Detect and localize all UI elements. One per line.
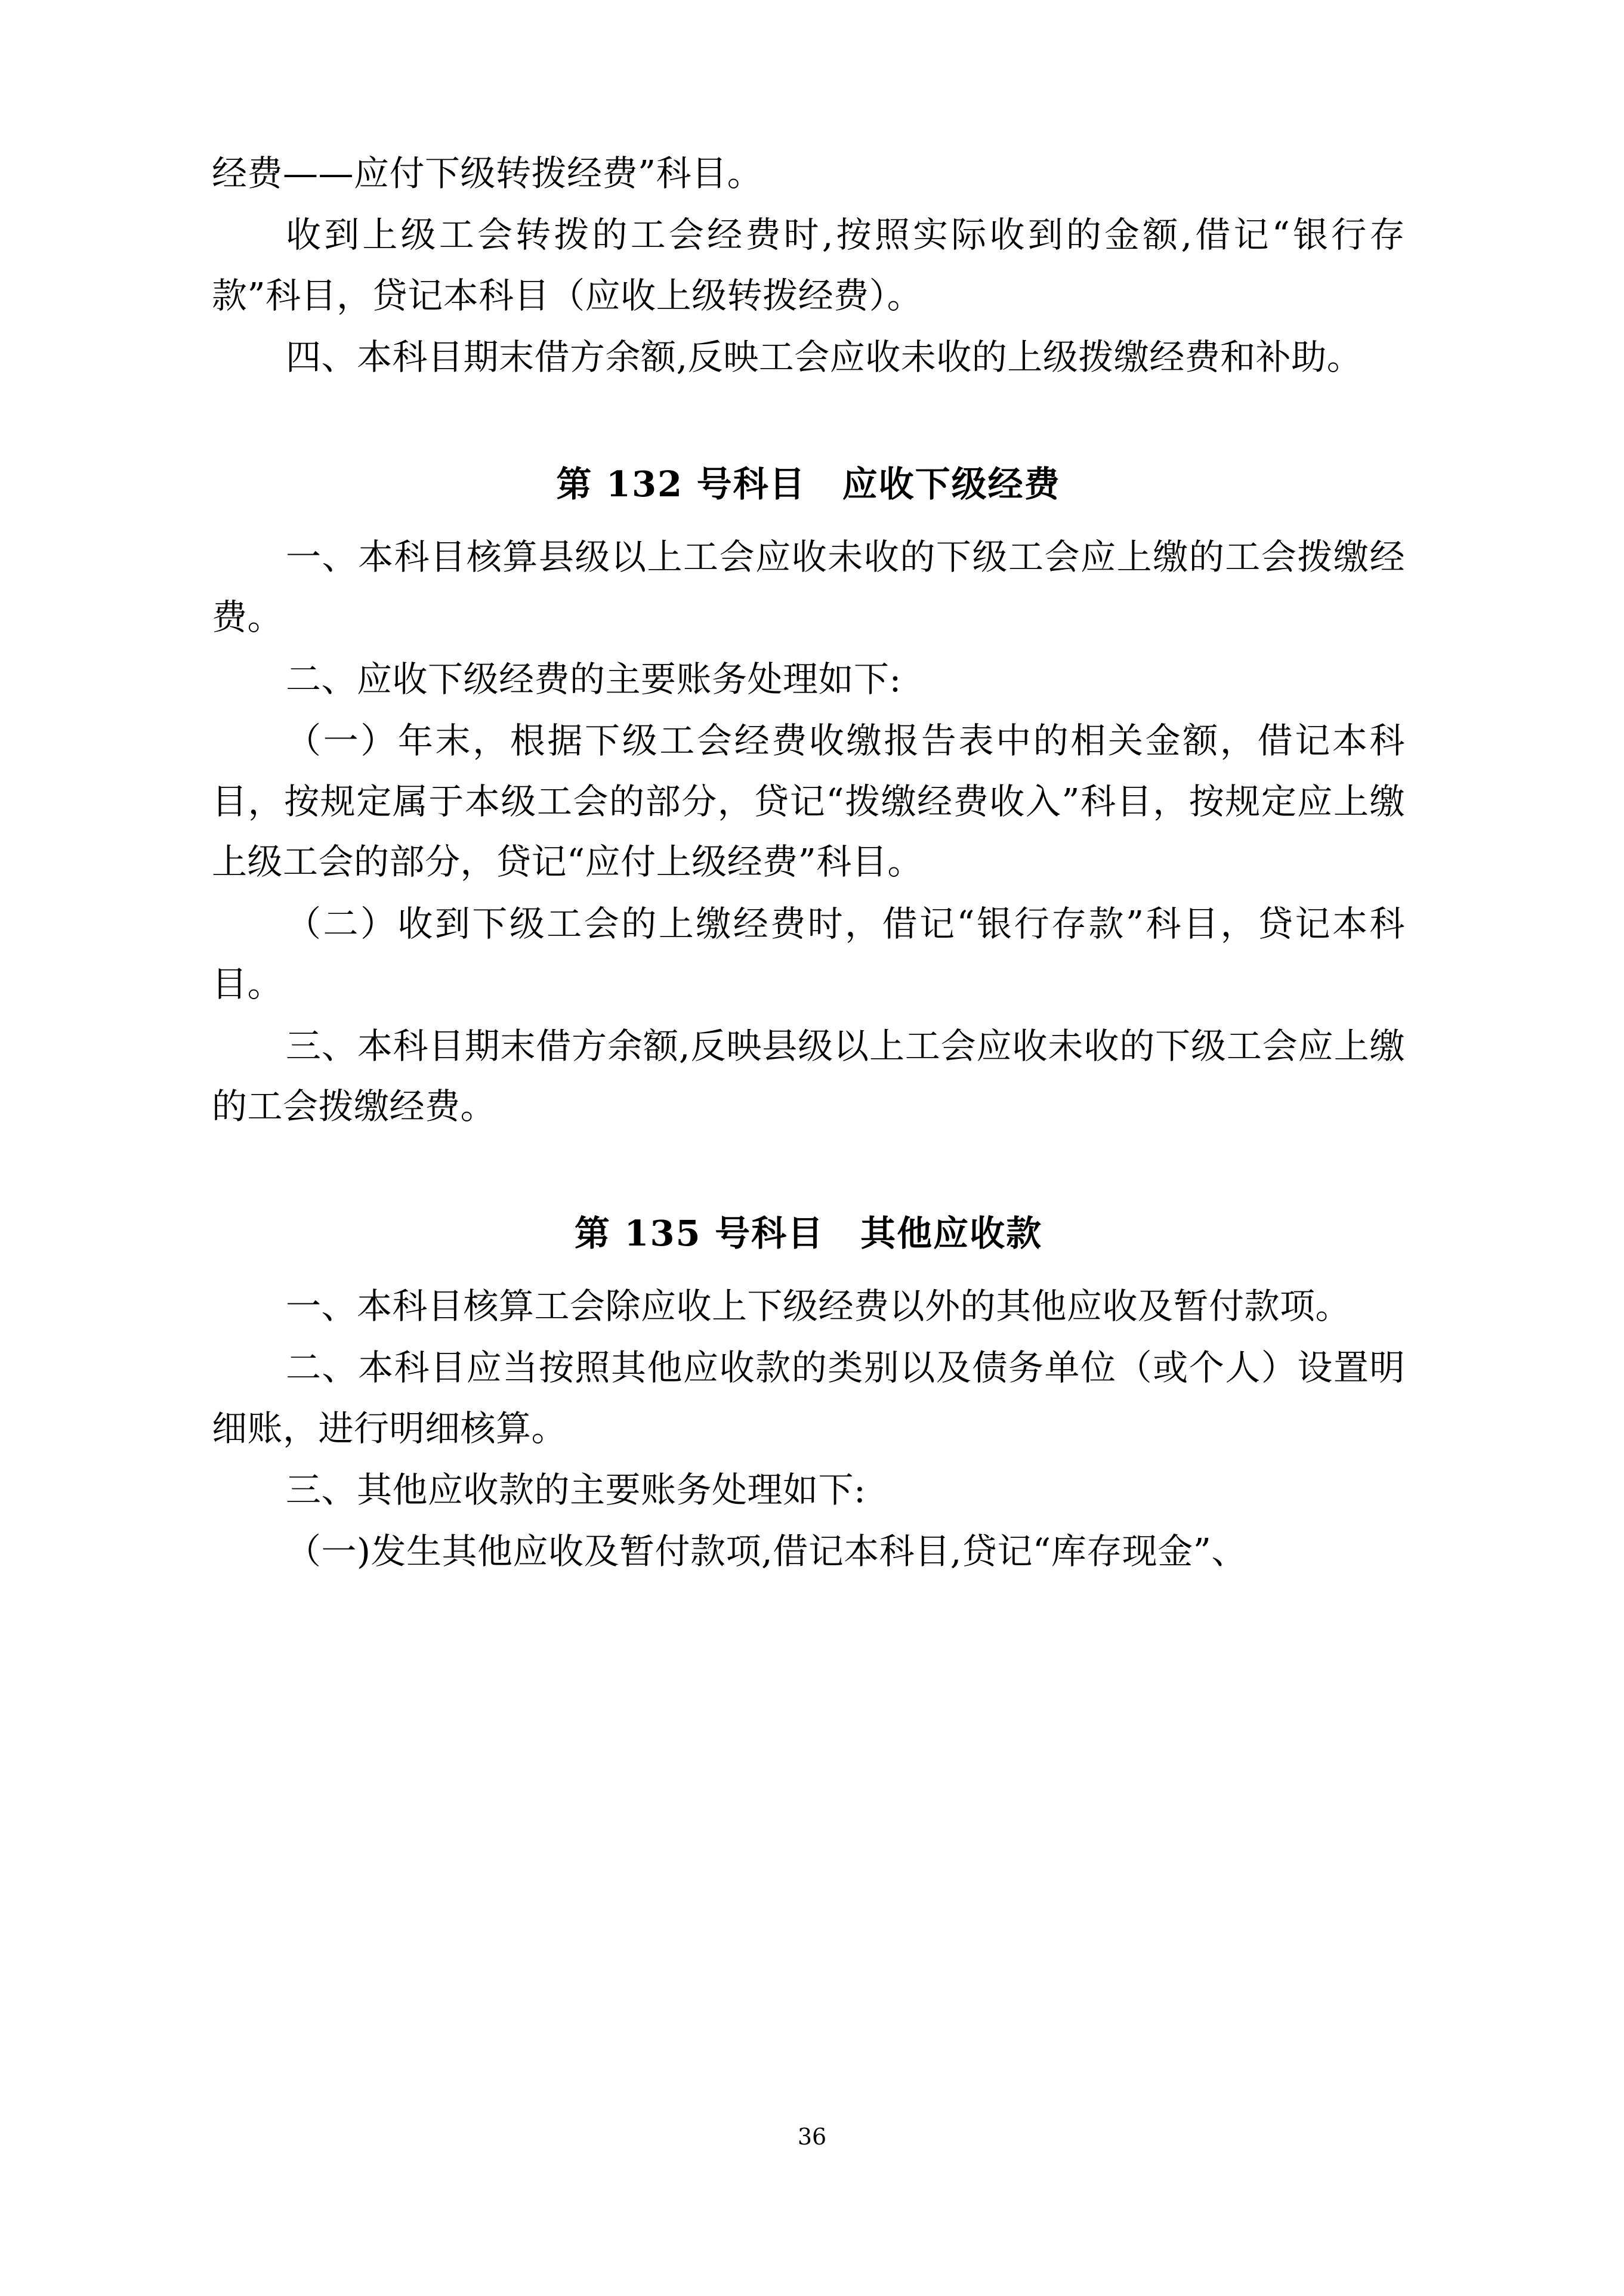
paragraph-132-sub-one: （一）年末，根据下级工会经费收缴报告表中的相关金额，借记本科目，按规定属于本级工会的部分，贷记“拨缴经费收入”科目，按规定应上缴上级工会的部分，贷记“应付上级经费”科目。 (212, 720, 1405, 883)
paragraph-132-sub-two: （二）收到下级工会的上缴经费时，借记“银行存款”科目，贷记本科目。 (212, 903, 1405, 1005)
paragraph-132-item-two: 二、应收下级经费的主要账务处理如下: (286, 658, 901, 700)
heading-spacer-1 (212, 506, 1405, 527)
paragraph-135-item-three: 三、其他应收款的主要账务处理如下: (286, 1469, 866, 1510)
section-spacer-1 (212, 389, 1405, 456)
paragraph-item-four-balance: 四、本科目期末借方余额,反映工会应收未收的上级拨缴经费和补助。 (286, 336, 1363, 378)
paragraph-132-item-three: 三、本科目期末借方余额,反映县级以上工会应收未收的下级工会应上缴的工会拨缴经费。 (212, 1025, 1405, 1127)
heading-subject-132: 第 132 号科目 应收下级经费 (556, 463, 1061, 505)
paragraph-132-item-one: 一、本科目核算县级以上工会应收未收的下级工会应上缴的工会拨缴经费。 (212, 536, 1405, 638)
section-spacer-2 (212, 1138, 1405, 1205)
paragraph-receive-upper-union-funds: 收到上级工会转拨的工会经费时,按照实际收到的金额,借记“银行存款”科目，贷记本科目（应收上级转拨经费）。 (212, 214, 1405, 316)
page-content (212, 143, 1405, 1583)
heading-subject-135: 第 135 号科目 其他应收款 (574, 1212, 1043, 1254)
paragraph-135-sub-one: （一)发生其他应收及暂付款项,借记本科目,贷记“库存现金”、 (286, 1531, 1247, 1572)
paragraph-continuation: 经费——应付下级转拨经费”科目。 (212, 153, 763, 194)
paragraph-135-item-one: 一、本科目核算工会除应收上下级经费以外的其他应收及暂付款项。 (286, 1285, 1351, 1327)
heading-spacer-2 (212, 1256, 1405, 1276)
page-number: 36 (797, 2124, 827, 2150)
paragraph-135-item-two: 二、本科目应当按照其他应收款的类别以及债务单位（或个人）设置明细账，进行明细核算。 (212, 1347, 1405, 1449)
